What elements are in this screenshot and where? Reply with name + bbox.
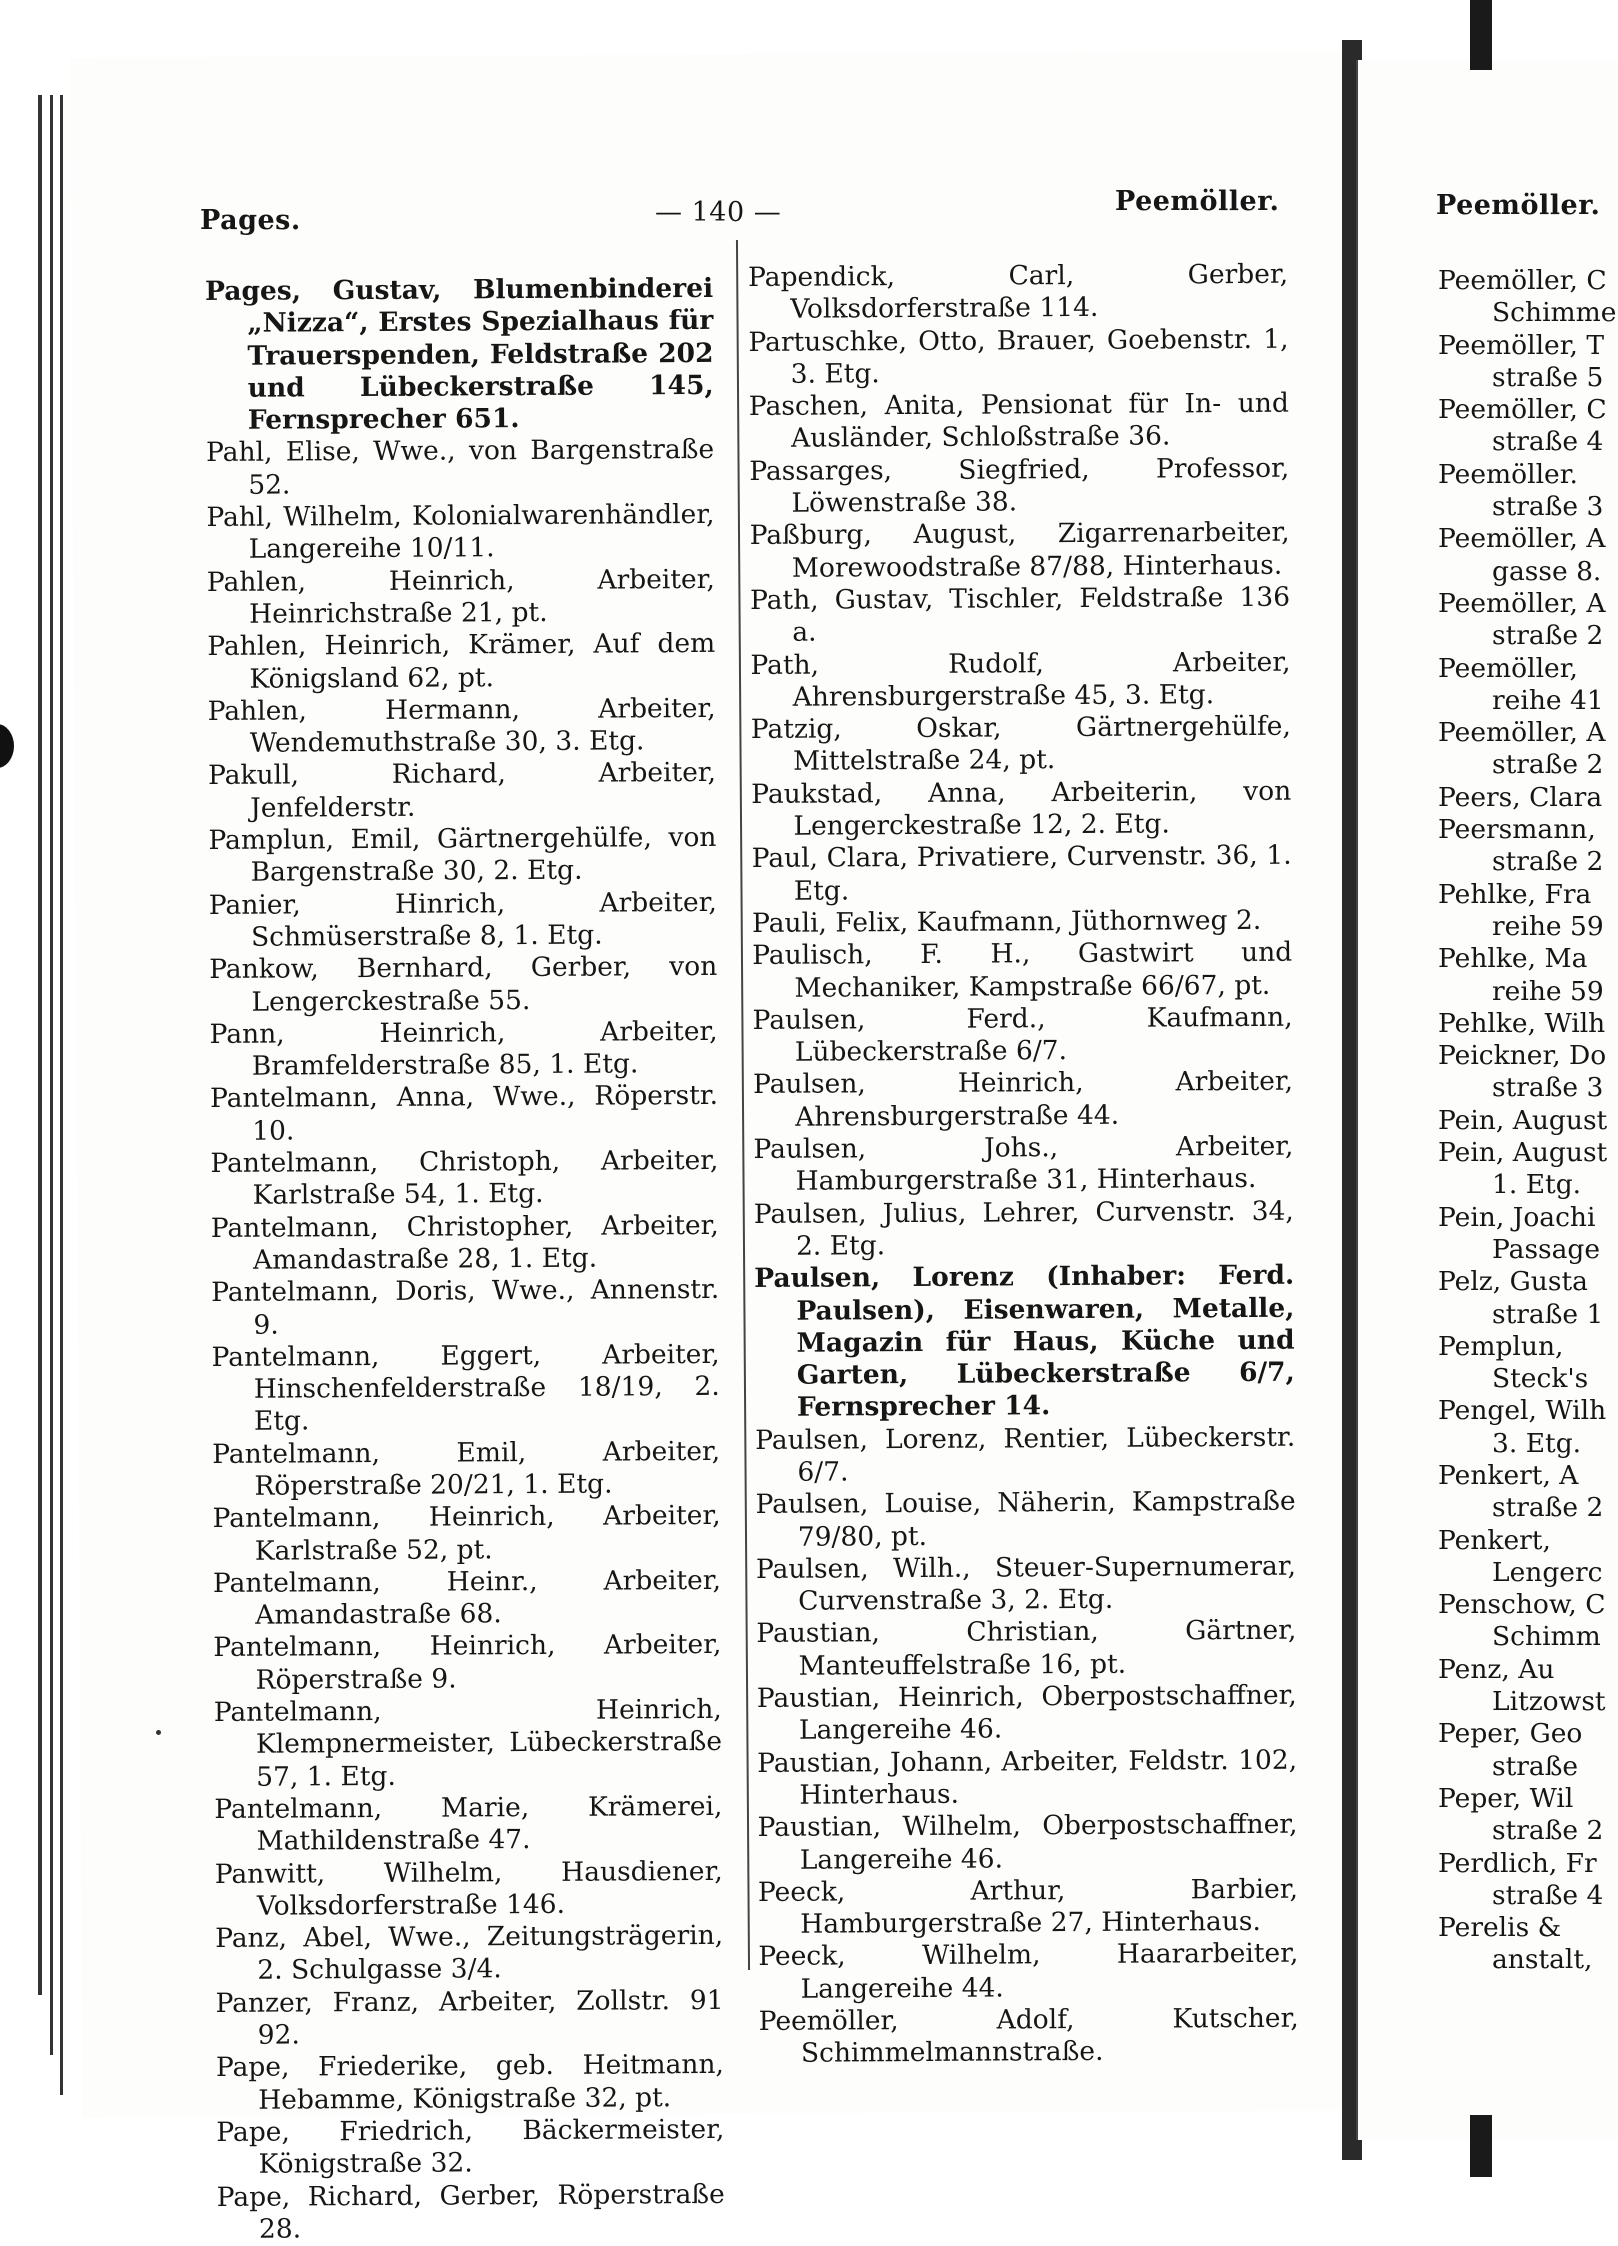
facing-entry-fragment: Peersmann, (1438, 814, 1596, 846)
directory-entry: Pahlen, Heinrich, Krämer, Auf dem Königsland 62, pt. (207, 628, 716, 695)
directory-entry: Partuschke, Otto, Brauer, Goebenstr. 1, 3. Etg. (748, 323, 1289, 390)
directory-entry: Paulsen, Lorenz (Inhaber: Ferd. Paulsen), Eisenwaren, Metalle, Magazin für Haus, Küche und Garten, Lübeckerstraße 6/7, Fernsprecher 14. (754, 1259, 1295, 1424)
directory-entry: Pantelmann, Doris, Wwe., Annenstr. 9. (211, 1274, 720, 1341)
facing-entry-fragment: Penkert, A (1438, 1459, 1579, 1491)
directory-entry: Pantelmann, Marie, Krämerei, Mathildenstraße 47. (214, 1790, 723, 1857)
facing-entry-fragment: Pemplun, (1438, 1330, 1564, 1362)
directory-entry: Paßburg, August, Zigarrenarbeiter, Morewoodstraße 87/88, Hinterhaus. (749, 517, 1290, 584)
facing-entry-fragment: Peemöller, A (1438, 523, 1606, 555)
facing-entry-fragment: Penkert, (1438, 1524, 1551, 1556)
running-head-left: Pages. (200, 205, 301, 236)
directory-column-left (205, 273, 725, 2246)
directory-entry: Pantelmann, Heinr., Arbeiter, Amandastraße 68. (212, 1564, 722, 1631)
directory-entry: Pahlen, Heinrich, Arbeiter, Heinrichstraße 21, pt. (206, 563, 715, 630)
directory-entry: Papendick, Carl, Gerber, Volksdorferstraße 114. (748, 258, 1289, 326)
facing-entry-fragment: straße 3 (1492, 1072, 1604, 1104)
page-stack-edge (38, 95, 42, 1995)
directory-entry: Pantelmann, Heinrich, Klempnermeister, Lübeckerstraße 57, 1. Etg. (213, 1693, 723, 1793)
facing-entry-fragment: straße 2 (1492, 749, 1604, 781)
facing-entry-fragment: gasse 8. (1492, 555, 1602, 587)
facing-entry-fragment: straße 2 (1492, 846, 1604, 878)
facing-entry-fragment: Peickner, Do (1438, 1040, 1607, 1072)
facing-entry-fragment: straße 1 (1492, 1298, 1604, 1330)
directory-entry: Paustian, Johann, Arbeiter, Feldstr. 102, Hinterhaus. (757, 1744, 1298, 1811)
directory-entry: Peeck, Arthur, Barbier, Hamburgerstraße 27, Hinterhaus. (757, 1873, 1299, 1940)
facing-entry-fragment: Steck's (1492, 1363, 1589, 1395)
facing-entry-fragment: straße 3 (1492, 491, 1604, 523)
facing-entry-fragment: Pehlke, Fra (1438, 878, 1592, 910)
directory-entry: Paustian, Christian, Gärtner, Manteuffelstraße 16, pt. (756, 1615, 1297, 1682)
directory-entry: Panwitt, Wilhelm, Hausdiener, Volksdorferstraße 146. (214, 1855, 723, 1922)
directory-entry: Patzig, Oskar, Gärtnergehülfe, Mittelstraße 24, pt. (750, 710, 1291, 778)
directory-entry: Peeck, Wilhelm, Haararbeiter, Langereihe 44. (758, 1938, 1299, 2005)
facing-entry-fragment: Perdlich, Fr (1438, 1847, 1597, 1879)
directory-entry: Paustian, Wilhelm, Oberpostschaffner, Langereihe 46. (757, 1808, 1298, 1876)
facing-entry-fragment: straße 2 (1492, 1815, 1604, 1847)
directory-entry: Panz, Abel, Wwe., Zeitungsträgerin, 2. Schulgasse 3/4. (215, 1920, 724, 1987)
running-head-facing: Peemöller. (1436, 190, 1601, 221)
directory-entry: Pantelmann, Christopher, Arbeiter, Amandastraße 28, 1. Etg. (210, 1209, 719, 1276)
facing-entry-fragment: Passage (1492, 1233, 1601, 1265)
facing-entry-fragment: straße 5 (1492, 361, 1604, 393)
directory-entry: Pahl, Wilhelm, Kolonialwarenhändler, Langereihe 10/11. (206, 498, 715, 566)
facing-entry-fragment: Penz, Au (1438, 1653, 1555, 1685)
directory-entry: Pann, Heinrich, Arbeiter, Bramfelderstraße 85, 1. Etg. (209, 1015, 718, 1082)
facing-entry-fragment: 1. Etg. (1492, 1169, 1582, 1201)
facing-entry-fragment: Lengerc (1492, 1556, 1603, 1588)
directory-entry: Pamplun, Emil, Gärtnergehülfe, von Bargenstraße 30, 2. Etg. (208, 821, 717, 889)
facing-entry-fragment: Peper, Geo (1438, 1718, 1583, 1750)
directory-entry: Pahlen, Hermann, Arbeiter, Wendemuthstraße 30, 3. Etg. (207, 692, 716, 759)
directory-entry: Paulsen, Ferd., Kaufmann, Lübeckerstraße 6/7. (752, 1001, 1293, 1068)
page-number: — 140 — (655, 197, 782, 228)
directory-entry: Pape, Friedrich, Bäckermeister, Königstraße 32. (216, 2113, 725, 2180)
directory-entry: Paulsen, Johs., Arbeiter, Hamburgerstraße 31, Hinterhaus. (753, 1130, 1294, 1198)
facing-entry-fragment: straße 4 (1492, 426, 1604, 458)
directory-entry: Panzer, Franz, Arbeiter, Zollstr. 91 92. (215, 1984, 724, 2051)
directory-entry: Pantelmann, Eggert, Arbeiter, Hinschenfelderstraße 18/19, 2. Etg. (211, 1338, 720, 1438)
facing-entry-fragment: Schimme (1492, 297, 1617, 329)
facing-entry-fragment: Litzowst (1492, 1686, 1606, 1718)
scan-background-left (0, 0, 40, 2177)
facing-entry-fragment: straße 2 (1492, 620, 1604, 652)
facing-entry-fragment: Schimm (1492, 1621, 1601, 1653)
directory-entry: Pantelmann, Heinrich, Arbeiter, Röperstraße 9. (213, 1629, 722, 1696)
facing-page-column (1438, 265, 1618, 1977)
facing-entry-fragment: Pehlke, Ma (1438, 943, 1588, 975)
facing-entry-fragment: Pein, Joachi (1438, 1201, 1596, 1233)
running-head-right: Peemöller. (1115, 186, 1280, 217)
facing-entry-fragment: reihe 59 (1492, 910, 1604, 942)
facing-entry-fragment: Pehlke, Wilh (1438, 1007, 1606, 1039)
facing-entry-fragment: Pein, August (1438, 1104, 1608, 1136)
directory-entry: Pantelmann, Christoph, Arbeiter, Karlstraße 54, 1. Etg. (210, 1144, 719, 1212)
facing-entry-fragment: Pengel, Wilh (1438, 1395, 1607, 1427)
directory-entry: Paul, Clara, Privatiere, Curvenstr. 36, 1. Etg. (751, 840, 1292, 907)
ink-speck (156, 1730, 161, 1735)
directory-entry: Paulsen, Julius, Lehrer, Curvenstr. 34, 2. Etg. (753, 1195, 1294, 1262)
page-stack-edge (50, 95, 53, 2055)
facing-entry-fragment: Peemöller. (1438, 458, 1578, 490)
directory-entry: Panier, Hinrich, Arbeiter, Schmüserstraße 8, 1. Etg. (208, 886, 717, 953)
directory-entry: Paulsen, Heinrich, Arbeiter, Ahrensburgerstraße 44. (752, 1066, 1294, 1133)
directory-entry: Pankow, Bernhard, Gerber, von Lengerckestraße 55. (209, 951, 718, 1018)
binding-stripe (1470, 2115, 1492, 2177)
facing-entry-fragment: straße 4 (1492, 1879, 1604, 1911)
binding-stripe (1470, 0, 1492, 70)
directory-entry: Pauli, Felix, Kaufmann, Jüthornweg 2. (751, 904, 1262, 939)
directory-entry: Pakull, Richard, Arbeiter, Jenfelderstr. (207, 757, 717, 824)
directory-entry: Pantelmann, Anna, Wwe., Röperstr. 10. (209, 1080, 719, 1147)
facing-entry-fragment: Peemöller, (1438, 652, 1578, 684)
facing-entry-fragment: Peemöller, A (1438, 717, 1606, 749)
directory-entry: Pantelmann, Heinrich, Arbeiter, Karlstraße 52, pt. (212, 1500, 721, 1567)
directory-entry: Paulsen, Wilh., Steuer-Supernumerar, Curvenstraße 3, 2. Etg. (755, 1550, 1297, 1617)
directory-entry: Pape, Richard, Gerber, Röperstraße 28. (216, 2178, 725, 2245)
directory-entry: Pahl, Elise, Wwe., von Bargenstraße 52. (205, 434, 715, 501)
page-stack-edge (60, 95, 63, 2095)
directory-entry: Path, Rudolf, Arbeiter, Ahrensburgerstraße 45, 3. Etg. (750, 646, 1291, 713)
facing-entry-fragment: reihe 59 (1492, 975, 1604, 1007)
facing-entry-fragment: Penschow, C (1438, 1589, 1606, 1621)
facing-entry-fragment: Peemöller, A (1438, 587, 1606, 619)
directory-entry: Paukstad, Anna, Arbeiterin, von Lengerckestraße 12, 2. Etg. (751, 775, 1292, 842)
facing-entry-fragment: Peemöller, T (1438, 329, 1605, 361)
facing-entry-fragment: Pelz, Gusta (1438, 1266, 1588, 1298)
facing-entry-fragment: Peemöller, C (1438, 265, 1607, 296)
directory-column-right (748, 259, 1299, 2071)
facing-entry-fragment: straße 2 (1492, 1492, 1604, 1524)
facing-entry-fragment: Perelis & (1438, 1912, 1562, 1944)
facing-entry-fragment: Peemöller, C (1438, 394, 1607, 426)
facing-entry-fragment: 3. Etg. (1492, 1427, 1582, 1459)
directory-entry: Paschen, Anita, Pensionat für In- und Ausländer, Schloßstraße 36. (748, 387, 1289, 455)
directory-entry: Paulsen, Lorenz, Rentier, Lübeckerstr. 6/7. (755, 1421, 1296, 1488)
directory-entry: Passarges, Siegfried, Professor, Löwenstraße 38. (749, 452, 1290, 519)
directory-entry: Pantelmann, Emil, Arbeiter, Röperstraße 20/21, 1. Etg. (212, 1435, 721, 1502)
directory-entry: Pape, Friederike, geb. Heitmann, Hebamme, Königstraße 32, pt. (215, 2049, 725, 2116)
directory-entry: Paulisch, F. H., Gastwirt und Mechaniker, Kampstraße 66/67, pt. (752, 936, 1293, 1004)
facing-entry-fragment: Pein, August (1438, 1137, 1608, 1169)
facing-entry-fragment: Peers, Clara (1438, 781, 1603, 813)
facing-entry-fragment: anstalt, (1492, 1944, 1593, 1976)
directory-entry: Paulsen, Louise, Näherin, Kampstraße 79/80, pt. (755, 1485, 1296, 1553)
facing-entry-fragment: reihe 41 (1492, 684, 1604, 716)
directory-entry: Pages, Gustav, Blumenbinderei „Nizza“, Erstes Spezialhaus für Trauerspenden, Feldstraße 202 und Lübeckerstraße 145, Fernsprecher 651. (205, 272, 714, 436)
directory-entry: Peemöller, Adolf, Kutscher, Schimmelmannstraße. (758, 2002, 1299, 2070)
directory-entry: Paustian, Heinrich, Oberpostschaffner, Langereihe 46. (756, 1679, 1297, 1747)
directory-entry: Path, Gustav, Tischler, Feldstraße 136 a. (749, 581, 1291, 649)
facing-entry-fragment: Peper, Wil (1438, 1782, 1574, 1814)
facing-entry-fragment: straße (1492, 1750, 1579, 1782)
